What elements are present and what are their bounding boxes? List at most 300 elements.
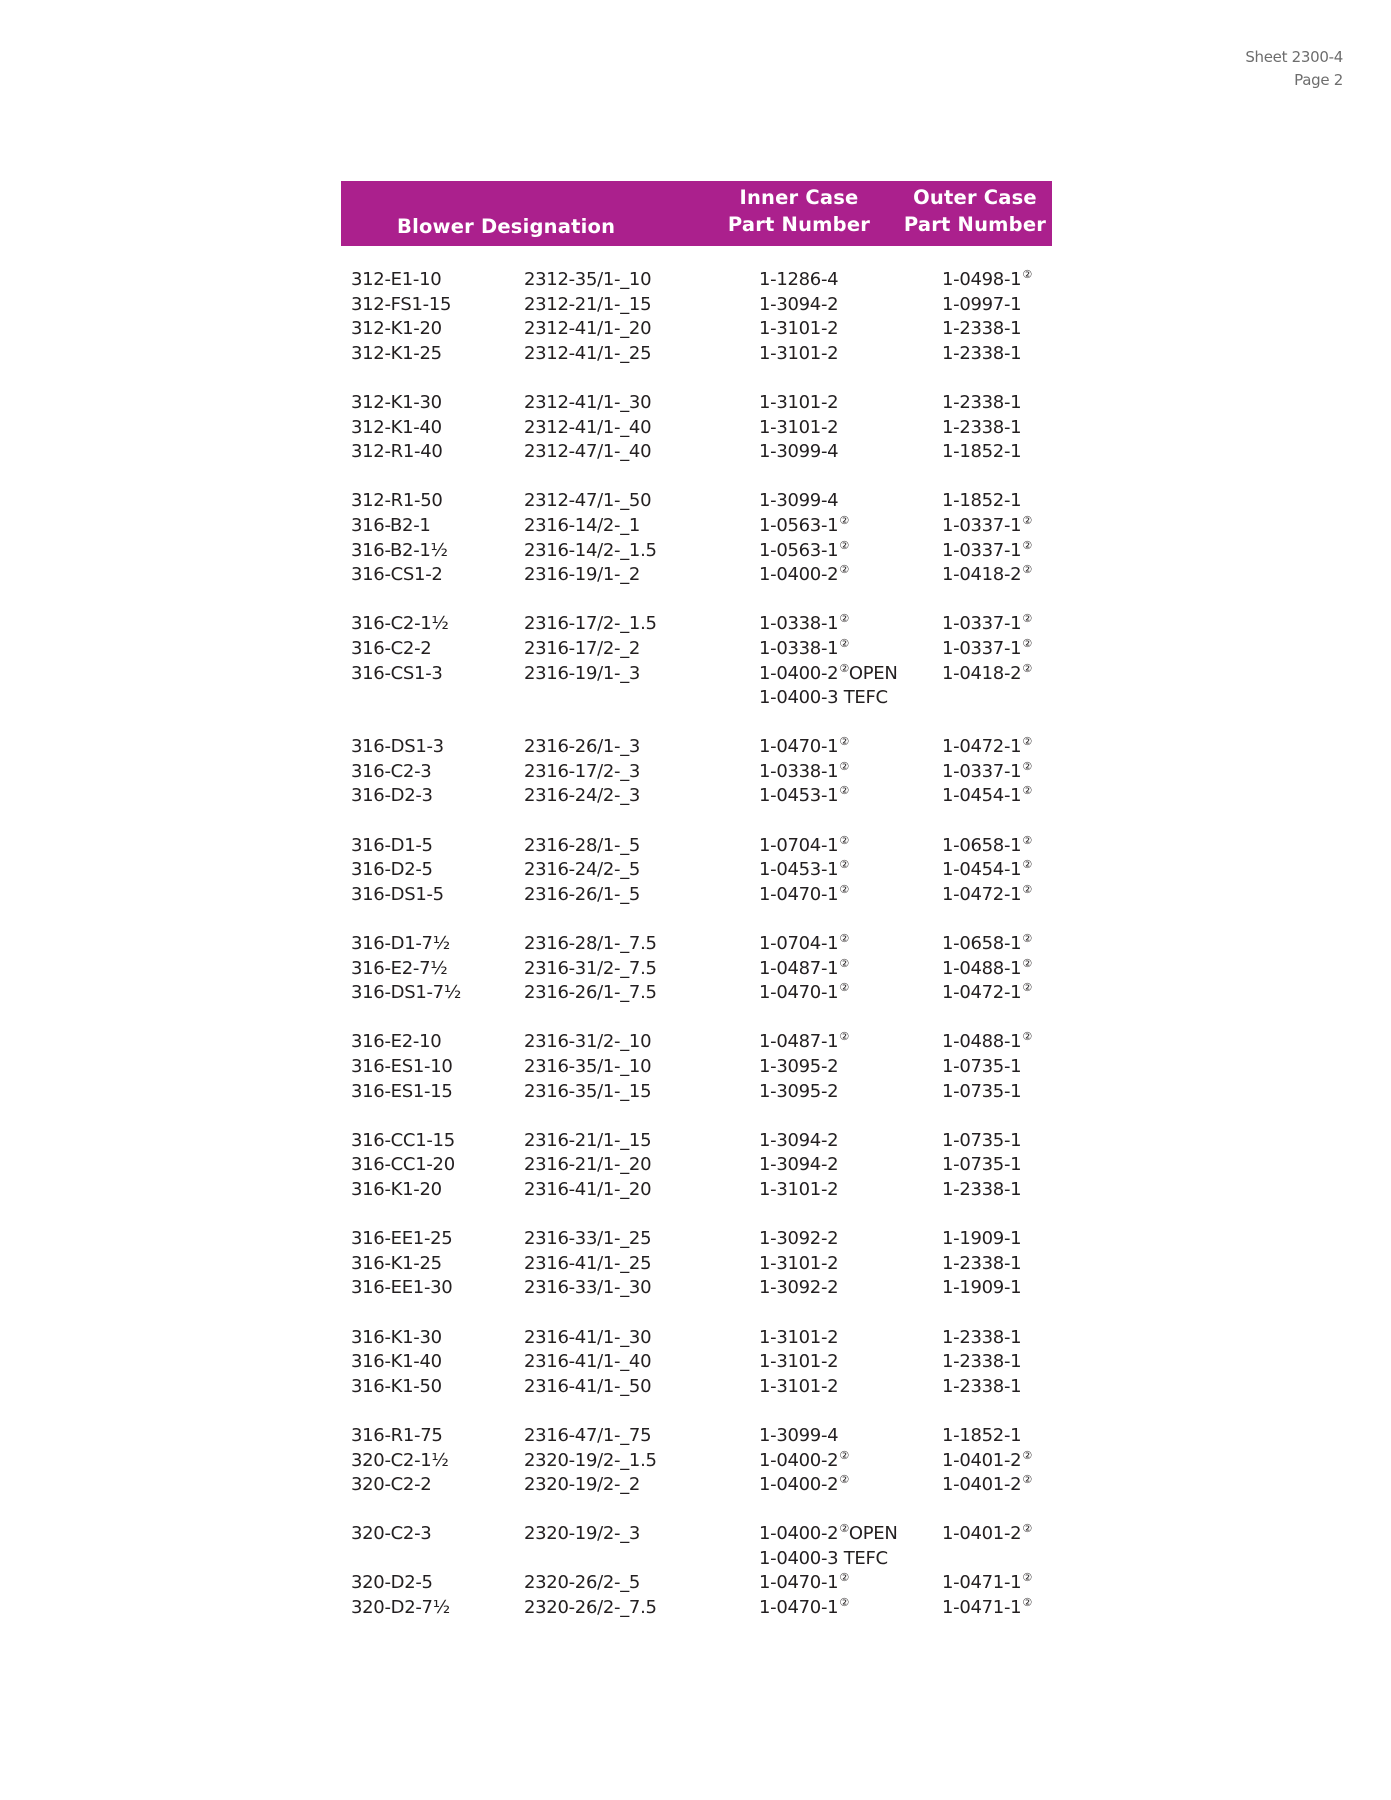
blower-part-cell: 2316-17/2-_1.5 [524,613,657,635]
outer-case-cell [942,1596,1052,1621]
inner-case-cell [759,293,942,318]
outer-case-cell [942,1055,1052,1080]
table-row [341,489,1052,514]
blower-part-cell: 2312-47/1-_50 [524,490,652,512]
row-group [341,1522,1052,1620]
outer-case-cell [942,1080,1052,1105]
blower-part-cell: 2312-41/1-_40 [524,416,652,438]
outer-case-cell [942,932,1052,957]
outer-case-cell [942,1153,1052,1178]
table-row [341,760,1052,785]
blower-part-cell: 2320-19/2-_3 [524,1523,641,1545]
inner-case-cell [759,1129,942,1154]
header-blower-designation: Blower Designation [397,215,616,238]
footnote-2-icon: ② [1022,538,1032,552]
table-row [341,1473,1052,1498]
footnote-2-icon: ② [1022,1448,1032,1462]
row-group [341,489,1052,587]
outer-case-part-number: 1-0658-1 [942,933,1022,955]
inner-case-part-number: 1-0487-1 [759,1031,839,1053]
row-indent [341,391,351,416]
inner-case-cell [759,391,942,416]
table-row [341,514,1052,539]
outer-case-cell [942,981,1052,1006]
outer-case-part-number: 1-2338-1 [942,1252,1022,1274]
row-indent [341,1055,351,1080]
table-row [341,563,1052,588]
row-indent [341,662,351,711]
row-indent [341,342,351,367]
inner-case-part-number: 1-0470-1 [759,982,839,1004]
outer-case-cell [942,1350,1052,1375]
row-indent [341,932,351,957]
inner-case-part-number: 1-0400-2 [759,662,839,684]
blower-model-cell: 312-FS1-15 [351,293,452,315]
outer-case-cell [942,1375,1052,1400]
inner-case-cell [759,760,942,785]
outer-case-cell [942,514,1052,539]
blower-part-cell: 2312-41/1-_25 [524,342,652,364]
row-indent [341,293,351,318]
sheet-number: Sheet 2300-4 [1245,48,1343,66]
footnote-2-icon: ② [839,1571,849,1585]
outer-case-part-number: 1-0735-1 [942,1080,1022,1102]
inner-case-cell [759,342,942,367]
outer-case-cell [942,883,1052,908]
table-row [341,268,1052,293]
blower-part-cell: 2312-47/1-_40 [524,441,652,463]
blower-model-cell: 316-K1-40 [351,1351,442,1373]
blower-part-cell: 2316-24/2-_3 [524,785,641,807]
inner-case-part-number: 1-0400-2 [759,564,839,586]
row-indent [341,1522,351,1571]
footnote-2-icon: ② [1022,882,1032,896]
table-row [341,1375,1052,1400]
inner-case-part-number: 1-0453-1 [759,859,839,881]
blower-model-cell: 316-K1-30 [351,1326,442,1348]
blower-part-cell: 2316-19/1-_2 [524,564,641,586]
row-indent [341,1424,351,1449]
outer-case-part-number: 1-0337-1 [942,539,1022,561]
blower-model-cell: 316-EE1-30 [351,1277,453,1299]
footnote-2-icon: ② [839,882,849,896]
blower-model-cell: 316-R1-75 [351,1424,443,1446]
row-group [341,1030,1052,1104]
table-row [341,1030,1052,1055]
inner-case-part-number: 1-0487-1 [759,957,839,979]
inner-case-part-number: 1-3094-2 [759,293,839,315]
inner-case-part-number: 1-0470-1 [759,883,839,905]
inner-case-part-number: 1-3101-2 [759,318,839,340]
blower-model-cell: 316-ES1-10 [351,1056,453,1077]
outer-case-cell [942,268,1052,293]
outer-case-part-number: 1-1852-1 [942,490,1022,512]
outer-case-part-number: 1-0337-1 [942,637,1022,659]
blower-part-cell: 2316-26/1-_5 [524,883,641,905]
blower-part-cell: 2316-28/1-_7.5 [524,933,657,955]
blower-part-cell: 2320-26/2-_7.5 [524,1597,657,1619]
blower-model-cell: 320-C2-3 [351,1523,432,1545]
inner-case-part-number: 1-0563-1 [759,514,839,536]
blower-model-cell: 316-EE1-25 [351,1228,453,1250]
inner-case-cell [759,834,942,859]
row-indent [341,539,351,564]
table-row [341,1276,1052,1301]
blower-model-cell: 312-R1-50 [351,490,443,512]
footnote-2-icon: ② [1022,268,1032,281]
table-row [341,317,1052,342]
table-row [341,440,1052,465]
row-group [341,391,1052,465]
inner-case-part-number: 1-3092-2 [759,1277,839,1299]
page-number: Page 2 [1294,71,1343,89]
footnote-2-icon: ② [1022,932,1032,946]
table-row [341,1252,1052,1277]
outer-case-part-number: 1-0401-2 [942,1474,1022,1496]
footnote-2-icon: ② [839,661,849,675]
outer-case-part-number: 1-1852-1 [942,1424,1022,1446]
table-row [341,539,1052,564]
blower-part-cell: 2316-33/1-_30 [524,1277,652,1299]
blower-part-cell: 2316-14/2-_1.5 [524,539,657,561]
outer-case-part-number: 1-0454-1 [942,785,1022,807]
footnote-2-icon: ② [1022,956,1032,970]
inner-case-cell [759,1080,942,1105]
outer-case-part-number: 1-2338-1 [942,1326,1022,1348]
inner-case-part-number: 1-3101-2 [759,1252,839,1274]
row-indent [341,883,351,908]
blower-part-cell: 2316-17/2-_3 [524,760,641,782]
inner-case-part-number: 1-0338-1 [759,760,839,782]
inner-case-cell [759,662,942,711]
inner-case-part-number: 1-3099-4 [759,441,839,463]
row-group [341,1424,1052,1498]
footnote-2-icon: ② [839,759,849,773]
table-row [341,1571,1052,1596]
blower-model-cell: 316-DS1-3 [351,736,444,758]
outer-case-cell [942,637,1052,662]
sheet-reference [1245,46,1343,92]
table-row [341,1424,1052,1449]
table-body [341,246,1052,1621]
outer-case-part-number: 1-0471-1 [942,1572,1022,1594]
inner-case-cell [759,1571,942,1596]
inner-case-cell [759,1424,942,1449]
outer-case-cell [942,784,1052,809]
blower-model-cell: 316-DS1-5 [351,883,444,905]
outer-case-cell [942,1252,1052,1277]
blower-model-cell: 316-K1-25 [351,1252,442,1274]
inner-case-cell [759,1178,942,1203]
table-row [341,342,1052,367]
row-indent [341,563,351,588]
blower-model-cell: 312-K1-30 [351,391,442,413]
outer-case-part-number: 1-0471-1 [942,1597,1022,1619]
row-indent [341,514,351,539]
outer-case-part-number: 1-2338-1 [942,1351,1022,1373]
row-group [341,1326,1052,1400]
outer-case-part-number: 1-0418-2 [942,662,1022,684]
outer-case-cell [942,834,1052,859]
outer-case-part-number: 1-1852-1 [942,441,1022,463]
inner-case-cell [759,957,942,982]
footnote-2-icon: ② [1022,858,1032,872]
table-row [341,834,1052,859]
inner-case-cell [759,637,942,662]
table-row [341,1055,1052,1080]
blower-model-cell: 316-CC1-20 [351,1154,455,1176]
blower-model-cell: 320-C2-2 [351,1474,432,1496]
row-indent [341,858,351,883]
inner-case-part-number: 1-3101-2 [759,416,839,438]
outer-case-part-number: 1-2338-1 [942,391,1022,413]
blower-part-cell: 2316-35/1-_10 [524,1056,652,1077]
inner-case-part-number: 1-0704-1 [759,933,839,955]
blower-part-cell: 2320-19/2-_2 [524,1474,641,1496]
row-indent [341,1375,351,1400]
blower-model-cell: 316-CS1-3 [351,662,443,684]
inner-case-cell [759,514,942,539]
footnote-2-icon: ② [1022,784,1032,798]
footnote-2-icon: ② [1022,1030,1032,1044]
inner-case-cell [759,1227,942,1252]
outer-case-part-number: 1-0418-2 [942,564,1022,586]
table-row [341,883,1052,908]
row-indent [341,1571,351,1596]
footnote-2-icon: ② [839,1473,849,1487]
blower-model-cell: 316-ES1-15 [351,1080,453,1102]
row-indent [341,1350,351,1375]
footnote-2-icon: ② [1022,563,1032,577]
row-indent [341,1178,351,1203]
row-indent [341,1030,351,1055]
footnote-2-icon: ② [839,1448,849,1462]
outer-case-cell [942,317,1052,342]
inner-case-cell [759,1055,942,1080]
footnote-2-icon: ② [839,858,849,872]
inner-case-cell [759,489,942,514]
row-indent [341,1080,351,1105]
outer-case-cell [942,1227,1052,1252]
inner-case-cell [759,1596,942,1621]
blower-model-cell: 316-C2-3 [351,760,432,782]
row-indent [341,735,351,760]
outer-case-cell [942,1571,1052,1596]
outer-case-part-number: 1-2338-1 [942,318,1022,340]
outer-case-cell [942,563,1052,588]
blower-part-cell: 2312-41/1-_30 [524,391,652,413]
blower-part-cell: 2320-26/2-_5 [524,1572,641,1594]
footnote-2-icon: ② [1022,1522,1032,1536]
table-row [341,932,1052,957]
outer-case-part-number: 1-0472-1 [942,883,1022,905]
outer-case-part-number: 1-0735-1 [942,1154,1022,1176]
blower-model-cell: 316-DS1-7½ [351,982,461,1004]
blower-model-cell: 320-D2-5 [351,1572,433,1594]
inner-case-part-number: 1-0400-2 [759,1523,839,1545]
inner-case-part-number: 1-3094-2 [759,1154,839,1176]
outer-case-cell [942,760,1052,785]
blower-part-cell: 2316-33/1-_25 [524,1228,652,1250]
outer-case-cell [942,391,1052,416]
outer-case-part-number: 1-0472-1 [942,736,1022,758]
row-indent [341,834,351,859]
inner-case-part-number: 1-0400-2 [759,1474,839,1496]
blower-model-cell: 316-C2-2 [351,637,432,659]
inner-case-cell [759,1153,942,1178]
inner-case-part-number: 1-3101-2 [759,1351,839,1373]
blower-part-cell: 2316-26/1-_7.5 [524,982,657,1004]
table-row [341,662,1052,711]
inner-case-cell [759,981,942,1006]
blower-model-cell: 316-C2-1½ [351,613,449,635]
outer-case-part-number: 1-0401-2 [942,1449,1022,1471]
row-indent [341,612,351,637]
inner-case-cell [759,440,942,465]
blower-model-cell: 316-CS1-2 [351,564,443,586]
outer-case-part-number: 1-0498-1 [942,269,1022,290]
inner-case-cell [759,1252,942,1277]
outer-case-cell [942,662,1052,711]
row-indent [341,760,351,785]
outer-case-part-number: 1-0401-2 [942,1523,1022,1545]
inner-case-part-number: 1-0470-1 [759,1597,839,1619]
inner-case-cell [759,1350,942,1375]
outer-case-part-number: 1-2338-1 [942,1375,1022,1397]
inner-case-cell [759,416,942,441]
inner-case-cell [759,932,942,957]
table-row [341,612,1052,637]
blower-part-cell: 2316-31/2-_7.5 [524,957,657,979]
blower-model-cell: 316-B2-1½ [351,539,448,561]
table-row [341,1129,1052,1154]
footnote-2-icon: ② [1022,735,1032,749]
inner-case-cell [759,563,942,588]
table-row [341,735,1052,760]
inner-case-part-number: 1-3099-4 [759,1424,839,1446]
inner-case-cell [759,1473,942,1498]
inner-case-part-number: 1-0338-1 [759,613,839,635]
inner-case-cell [759,883,942,908]
inner-case-cell [759,858,942,883]
inner-case-part-number: 1-1286-4 [759,269,839,290]
footnote-2-icon: ② [1022,1571,1032,1585]
outer-case-cell [942,1326,1052,1351]
table-row [341,637,1052,662]
table-row [341,391,1052,416]
blower-model-cell: 312-E1-10 [351,269,442,290]
table-row [341,981,1052,1006]
outer-case-part-number: 1-2338-1 [942,416,1022,438]
footnote-2-icon: ② [839,784,849,798]
inner-case-part-number: 1-0453-1 [759,785,839,807]
blower-model-cell: 316-D1-7½ [351,933,450,955]
blower-model-cell: 312-K1-25 [351,342,442,364]
blower-part-cell: 2316-41/1-_30 [524,1326,652,1348]
footnote-2-icon: ② [839,1522,849,1536]
inner-case-cell [759,1030,942,1055]
blower-part-cell: 2316-19/1-_3 [524,662,641,684]
blower-part-cell: 2320-19/2-_1.5 [524,1449,657,1471]
blower-model-cell: 316-B2-1 [351,514,431,536]
row-indent [341,1252,351,1277]
row-indent [341,1326,351,1351]
inner-case-alternate: 1-0400-3 TEFC [759,687,888,709]
blower-model-cell: 316-K1-50 [351,1375,442,1397]
blower-part-cell: 2316-41/1-_50 [524,1375,652,1397]
outer-case-cell [942,1276,1052,1301]
inner-case-part-number: 1-0470-1 [759,736,839,758]
outer-case-part-number: 1-0735-1 [942,1129,1022,1151]
outer-case-part-number: 1-0337-1 [942,760,1022,782]
blower-part-cell: 2316-41/1-_20 [524,1178,652,1200]
footnote-2-icon: ② [839,612,849,626]
blower-part-cell: 2316-28/1-_5 [524,834,641,856]
row-indent [341,1129,351,1154]
footnote-2-icon: ② [1022,661,1032,675]
blower-model-cell: 316-CC1-15 [351,1129,455,1151]
footnote-2-icon: ② [839,932,849,946]
blower-model-cell: 316-D2-3 [351,785,433,807]
footnote-2-icon: ② [839,636,849,650]
inner-case-cell [759,1449,942,1474]
inner-case-part-number: 1-3101-2 [759,1326,839,1348]
outer-case-part-number: 1-0488-1 [942,957,1022,979]
outer-case-cell [942,1522,1052,1571]
blower-model-cell: 312-K1-40 [351,416,442,438]
outer-case-part-number: 1-0735-1 [942,1056,1022,1077]
row-indent [341,1473,351,1498]
inner-case-part-number: 1-3101-2 [759,1178,839,1200]
blower-model-cell: 316-D2-5 [351,859,433,881]
footnote-2-icon: ② [839,513,849,527]
table-row [341,784,1052,809]
blower-part-cell: 2316-26/1-_3 [524,736,641,758]
table-row [341,1326,1052,1351]
table-row [341,1350,1052,1375]
row-indent [341,1276,351,1301]
footnote-2-icon: ② [839,538,849,552]
row-indent [341,957,351,982]
inner-case-cell [759,1375,942,1400]
outer-case-cell [942,342,1052,367]
table-row [341,1522,1052,1571]
outer-case-cell [942,612,1052,637]
blower-part-cell: 2316-24/2-_5 [524,859,641,881]
outer-case-cell [942,1424,1052,1449]
row-group [341,612,1052,710]
outer-case-cell [942,293,1052,318]
footnote-2-icon: ② [839,563,849,577]
outer-case-cell [942,1178,1052,1203]
inner-case-part-number: 1-0563-1 [759,539,839,561]
row-indent [341,1449,351,1474]
outer-case-part-number: 1-1909-1 [942,1228,1022,1250]
blower-part-cell: 2316-14/2-_1 [524,514,641,536]
inner-case-cell [759,612,942,637]
row-group [341,735,1052,809]
footnote-2-icon: ② [839,981,849,995]
table-row [341,1178,1052,1203]
footnote-2-icon: ② [1022,612,1032,626]
blower-model-cell: 312-K1-20 [351,318,442,340]
footnote-2-icon: ② [839,735,849,749]
inner-case-part-number: 1-3101-2 [759,342,839,364]
row-indent [341,981,351,1006]
outer-case-cell [942,440,1052,465]
inner-case-cell [759,317,942,342]
row-group [341,1129,1052,1203]
